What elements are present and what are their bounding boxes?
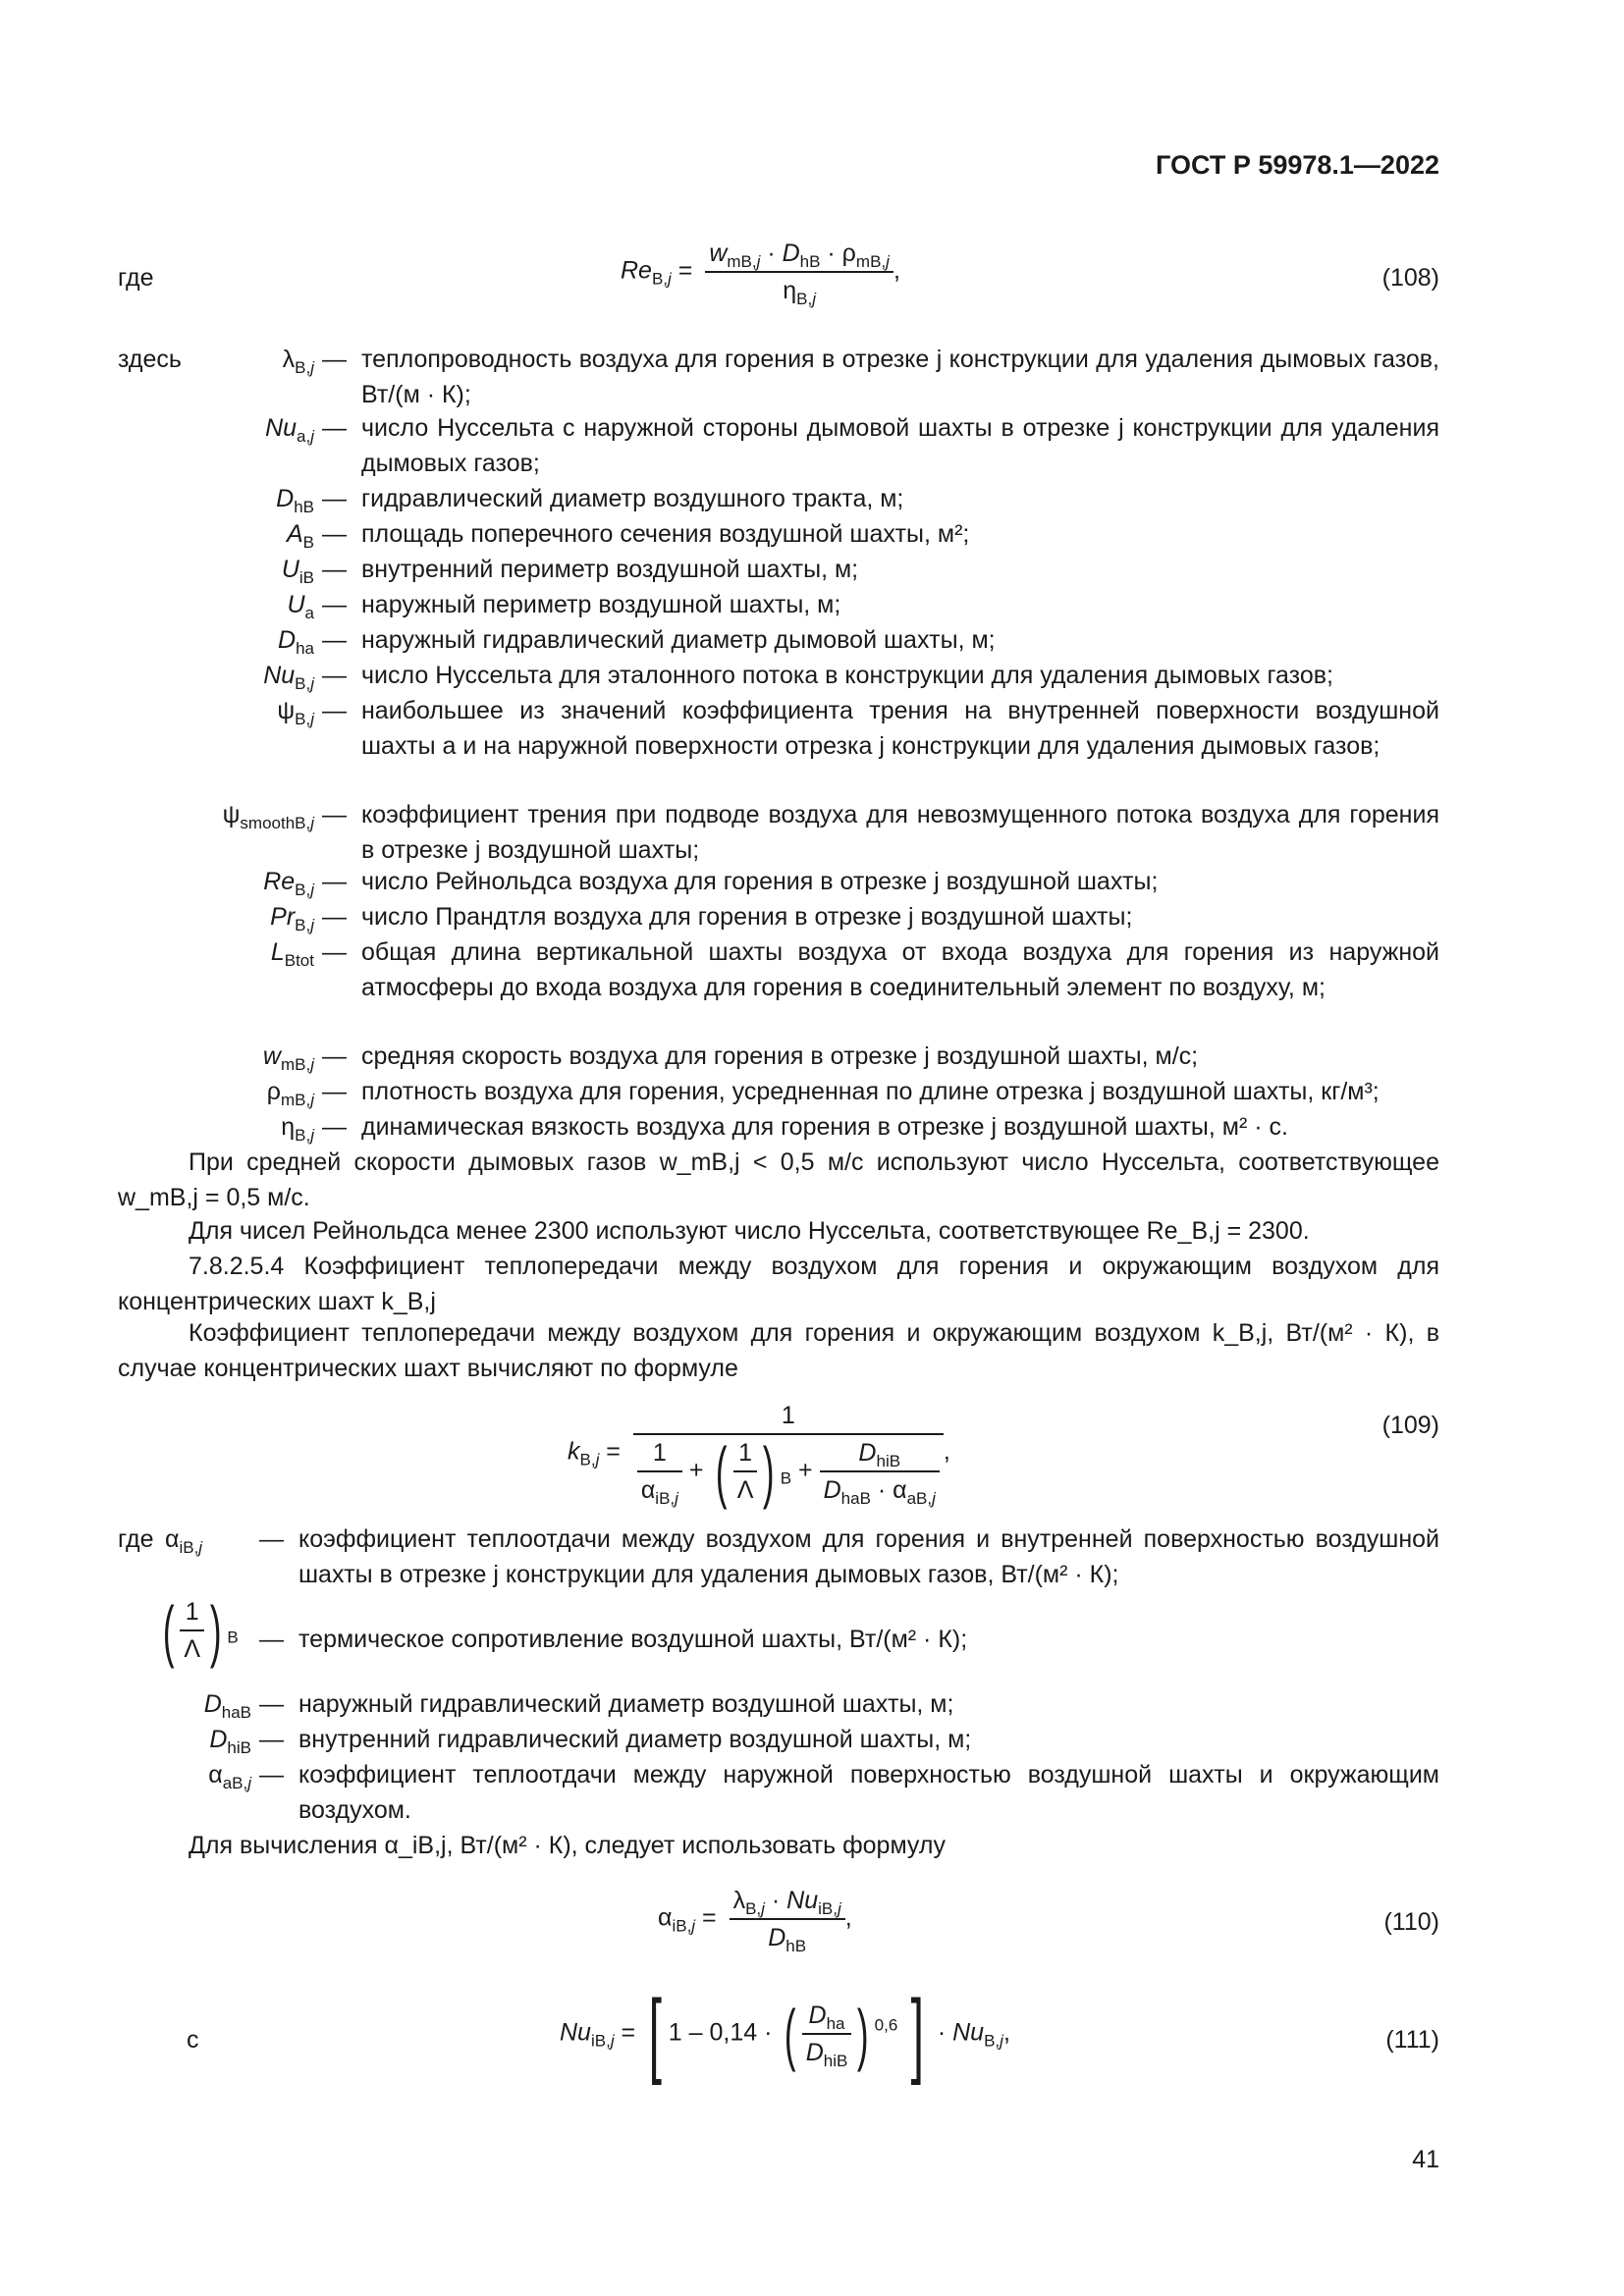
symbol-d-hib: $D_{hiB}$	[209, 1726, 251, 1757]
definition-text: внутренний гидравлический диаметр воздушной шахты, м;	[298, 1726, 972, 1753]
equation-number-108: (108)	[1381, 264, 1439, 292]
dash: —	[322, 414, 347, 442]
dash: —	[259, 1726, 284, 1753]
symbol-pr-bj: $Pr_{B,j}$	[270, 903, 314, 934]
symbol-eta-bj: $\eta_{B,j}$	[281, 1113, 314, 1145]
definition-text: теплопроводность воздуха для горения в отрезке j конструкции для удаления дымовых газов, Вт/(м · К);	[361, 346, 1439, 408]
symbol-psi-smooth: $\psi_{smoothB,j}$	[222, 801, 314, 832]
symbol-d-hb: $D_{hB}$	[276, 485, 314, 516]
definition-text: коэффициент трения при подводе воздуха для невозмущенного потока воздуха для горения в отрезке j воздушной шахты;	[361, 801, 1439, 864]
dash: —	[259, 1761, 284, 1789]
dash: —	[322, 868, 347, 895]
dash: —	[322, 485, 347, 512]
dash: —	[322, 591, 347, 618]
paragraph: Коэффициент теплопередачи между воздухом для горения и окружающим воздухом k_B,j, Вт/(м² · К), в случае концентрических шахт вычисляют по формуле	[118, 1319, 1439, 1382]
definition-text: наибольшее из значений коэффициента трения на внутренней поверхности воздушной шахты a и на наружной поверхности отрезка j конструкции для удаления дымовых газов;	[361, 697, 1439, 760]
definition-text: число Нуссельта с наружной стороны дымовой шахты в отрезке j конструкции для удаления дымовых газов;	[361, 414, 1439, 477]
definition-text: наружный гидравлический диаметр воздушной шахты, м;	[298, 1690, 954, 1718]
symbol-a-b: $A_B$	[286, 520, 314, 552]
equation-110: $\alpha_{iB,j}$ = $\frac{\lambda_{B,j} \cdot Nu_{iB,j}}{D_{hB}}$ ,	[658, 1883, 852, 1955]
symbol-u-a: $U_a$	[287, 591, 314, 622]
equation-109: $k_{B,j}$ = 1 $\frac{1}{\alpha_{iB,j}}$ + ( $\frac{1}{\Lambda}$ ) $_B$ + $\frac{D_{hiB}}{D_{haB} \cdot \alpha_{aB,j}}$ ,	[568, 1398, 950, 1508]
dash: —	[322, 346, 347, 373]
definition-text: наружный гидравлический диаметр дымовой шахты, м;	[361, 626, 996, 654]
definition-text: плотность воздуха для горения, усредненная по длине отрезка j воздушной шахты, кг/м³;	[361, 1078, 1380, 1105]
label-gde: где	[118, 1525, 154, 1553]
symbol-d-hab: $D_{haB}$	[203, 1690, 251, 1722]
definition-text: число Рейнольдса воздуха для горения в отрезке j воздушной шахты;	[361, 868, 1159, 895]
symbol-w-mbj: $w_{mB,j}$	[262, 1042, 314, 1074]
dash: —	[322, 626, 347, 654]
definition-text: динамическая вязкость воздуха для горения в отрезке j воздушной шахты, м² · с.	[361, 1113, 1288, 1141]
symbol-d-ha: $D_{ha}$	[278, 626, 314, 658]
equation-108: $Re_{B,j}$ = $\frac{w_{mB,j} \cdot D_{hB} \cdot \rho_{mB,j}}{\eta_{B,j}}$ ,	[621, 236, 900, 308]
dash: —	[322, 662, 347, 689]
dash: —	[322, 1078, 347, 1105]
symbol-u-ib: $U_{iB}$	[281, 556, 314, 587]
paragraph: Для вычисления α_iB,j, Вт/(м² · К), следует использовать формулу	[189, 1832, 946, 1859]
symbol-rho-mbj: $\rho_{mB,j}$	[266, 1078, 314, 1109]
dash: —	[322, 938, 347, 966]
symbol-nu-bj: $Nu_{B,j}$	[263, 662, 314, 693]
document-header: ГОСТ Р 59978.1—2022	[1156, 150, 1439, 180]
equation-111: $Nu_{iB,j}$ = [ 1 – 0,14 · ( $\frac{D_{ha}}{D_{hiB}}$ ) $^{0,6}$ ] · $Nu_{B,j}$,	[560, 1981, 1010, 2086]
dash: —	[322, 1113, 347, 1141]
definition-text: общая длина вертикальной шахты воздуха от входа воздуха для горения из наружной атмосферы до входа воздуха для горения в соединительный элемент по воздуху, м;	[361, 938, 1439, 1001]
dash: —	[259, 1525, 284, 1553]
symbol-alpha-ibj: $\alpha_{iB,j}$	[165, 1525, 203, 1557]
equation-number-110: (110)	[1383, 1908, 1439, 1936]
definition-text: средняя скорость воздуха для горения в отрезке j воздушной шахты, м/с;	[361, 1042, 1199, 1070]
section-heading: 7.8.2.5.4 Коэффициент теплопередачи между воздухом для горения и окружающим воздухом для концентрических шахт k_B,j	[118, 1253, 1439, 1315]
definition-text: площадь поперечного сечения воздушной шахты, м²;	[361, 520, 970, 548]
definition-text: внутренний периметр воздушной шахты, м;	[361, 556, 859, 583]
label-s: с	[187, 2026, 199, 2054]
dash: —	[322, 697, 347, 724]
definition-text: коэффициент теплоотдачи между воздухом для горения и внутренней поверхностью воздушной шахты в отрезке j конструкции для удаления дымовых газов, Вт/(м² · К);	[298, 1525, 1439, 1588]
definition-text: наружный периметр воздушной шахты, м;	[361, 591, 841, 618]
dash: —	[322, 1042, 347, 1070]
label-gde: где	[118, 264, 154, 292]
dash: —	[322, 801, 347, 828]
page-number: 41	[1412, 2146, 1439, 2173]
paragraph: Для чисел Рейнольдса менее 2300 используют число Нуссельта, соответствующее Re_B,j = 2300.	[189, 1217, 1310, 1245]
dash: —	[259, 1690, 284, 1718]
symbol-re-bj: $Re_{B,j}$	[263, 868, 314, 899]
definition-text: число Нуссельта для эталонного потока в конструкции для удаления дымовых газов;	[361, 662, 1333, 689]
definition-text: термическое сопротивление воздушной шахты, Вт/(м² · К);	[298, 1626, 968, 1653]
dash: —	[259, 1626, 284, 1653]
symbol-lambda-bj: $\lambda_{B,j}$	[282, 346, 314, 377]
label-zdes: здесь	[118, 346, 182, 373]
definition-text: гидравлический диаметр воздушного тракта, м;	[361, 485, 904, 512]
symbol-psi-bj: $\psi_{B,j}$	[277, 697, 314, 728]
symbol-thermal-resistance: ( $\frac{1}{\Lambda}$ ) $_B$	[162, 1592, 239, 1669]
dash: —	[322, 903, 347, 931]
definition-text: коэффициент теплоотдачи между наружной поверхностью воздушной шахты и окружающим воздухом.	[298, 1761, 1439, 1824]
dash: —	[322, 520, 347, 548]
definition-text: число Прандтля воздуха для горения в отрезке j воздушной шахты;	[361, 903, 1133, 931]
dash: —	[322, 556, 347, 583]
symbol-nu-aj: $Nu_{a,j}$	[265, 414, 314, 446]
symbol-alpha-abj: $\alpha_{aB,j}$	[208, 1761, 251, 1792]
paragraph: При средней скорости дымовых газов w_mB,j < 0,5 м/с используют число Нуссельта, соответствующее w_mB,j = 0,5 м/с.	[118, 1148, 1439, 1211]
equation-number-109: (109)	[1381, 1412, 1439, 1439]
symbol-l-btot: $L_{Btot}$	[270, 938, 314, 970]
equation-number-111: (111)	[1385, 2026, 1439, 2054]
